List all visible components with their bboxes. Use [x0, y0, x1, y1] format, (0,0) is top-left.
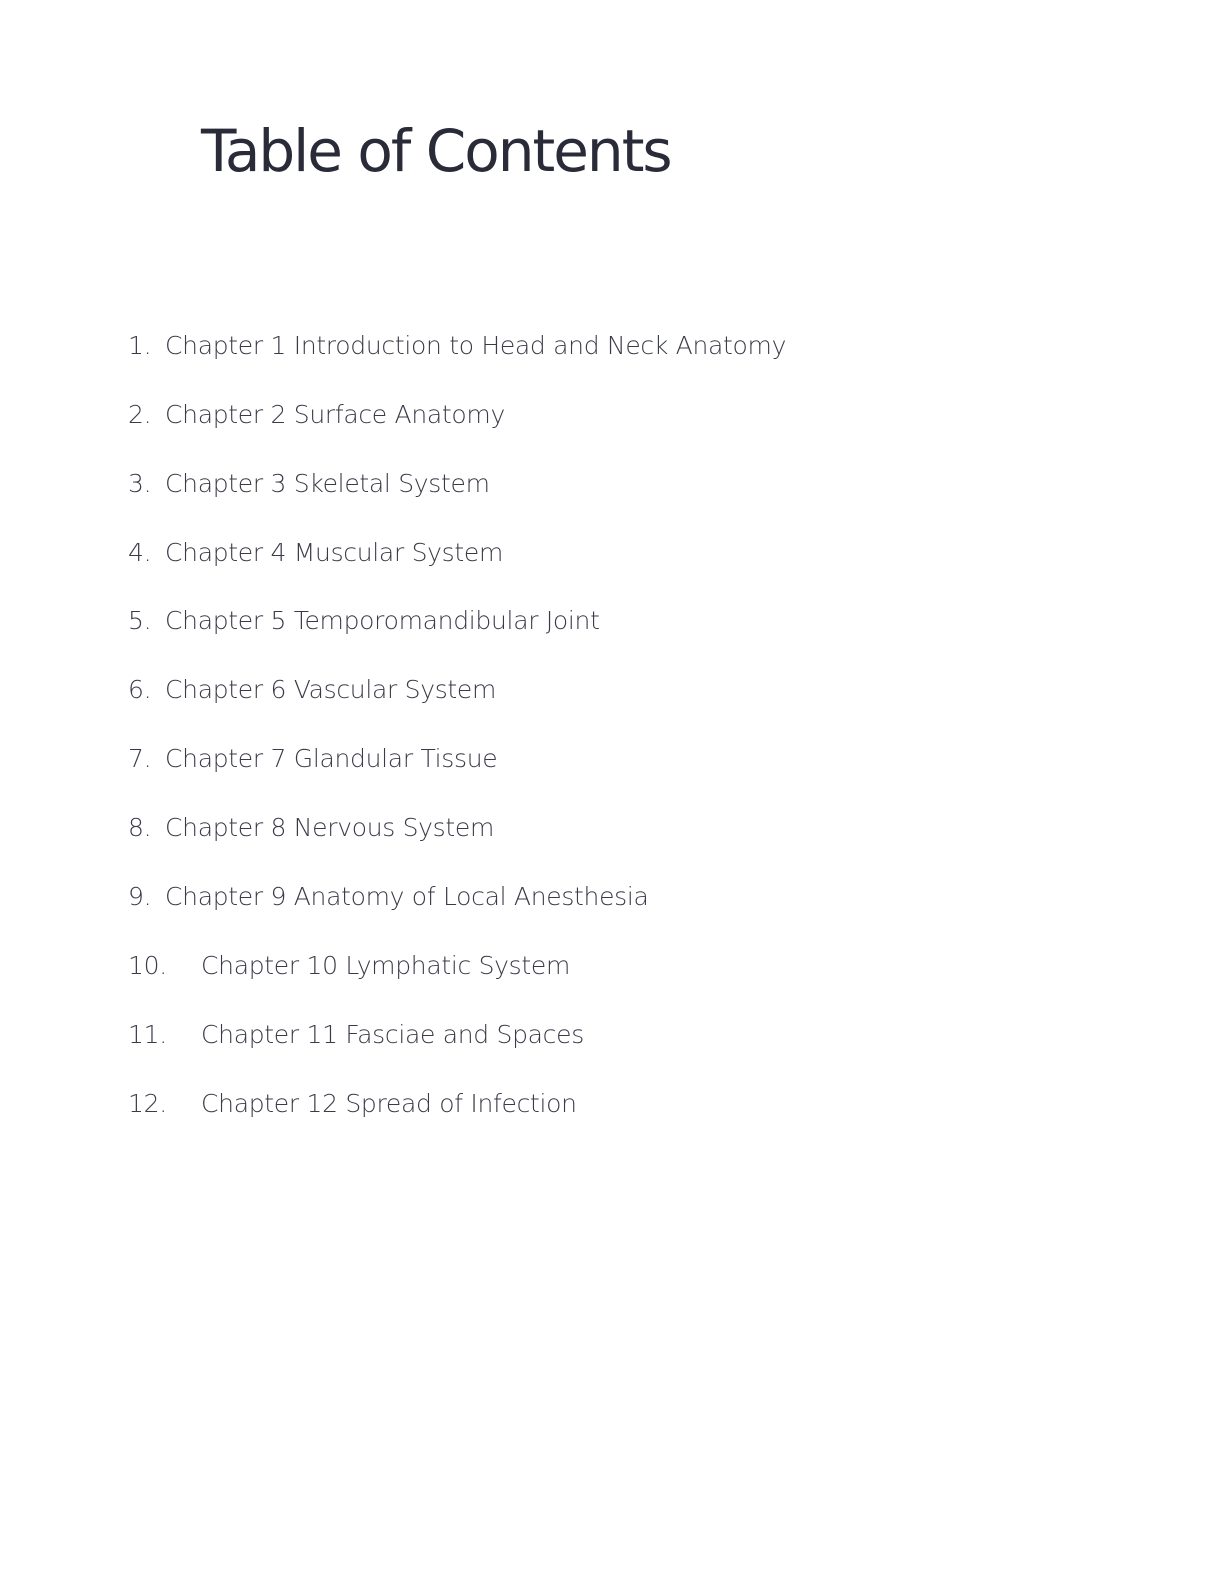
- toc-item-label[interactable]: Chapter 9 Anatomy of Local Anesthesia: [165, 882, 649, 911]
- toc-item[interactable]: [0, 533, 900, 573]
- toc-item-number: 8.: [128, 813, 152, 842]
- toc-item-number: 9.: [128, 882, 152, 911]
- toc-item-number: 6.: [128, 675, 152, 704]
- toc-item-number: 3.: [128, 469, 152, 498]
- toc-item[interactable]: [0, 601, 900, 641]
- toc-item[interactable]: [0, 946, 900, 986]
- toc-item[interactable]: [0, 395, 900, 435]
- toc-item[interactable]: [0, 877, 900, 917]
- toc-item[interactable]: [0, 1015, 900, 1055]
- toc-item[interactable]: [0, 808, 900, 848]
- toc-item-number: 5.: [128, 606, 152, 635]
- toc-item-label[interactable]: Chapter 5 Temporomandibular Joint: [165, 606, 600, 635]
- toc-item-label[interactable]: Chapter 3 Skeletal System: [165, 469, 490, 498]
- toc-item-number: 4.: [128, 538, 152, 567]
- toc-item[interactable]: [0, 670, 900, 710]
- toc-item[interactable]: [0, 739, 900, 779]
- toc-item-label[interactable]: Chapter 1 Introduction to Head and Neck Anatomy: [165, 331, 787, 360]
- toc-item-number: 10.: [128, 951, 167, 980]
- toc-item-number: 12.: [128, 1089, 167, 1118]
- toc-item-number: 2.: [128, 400, 152, 429]
- toc-item[interactable]: [0, 326, 900, 366]
- toc-item-label[interactable]: Chapter 10 Lymphatic System: [201, 951, 571, 980]
- toc-item-label[interactable]: Chapter 11 Fasciae and Spaces: [201, 1020, 584, 1049]
- toc-item-label[interactable]: Chapter 6 Vascular System: [165, 675, 497, 704]
- toc-item[interactable]: [0, 1084, 900, 1124]
- toc-item-number: 11.: [128, 1020, 167, 1049]
- toc-item[interactable]: [0, 464, 900, 504]
- toc-item-number: 7.: [128, 744, 152, 773]
- toc-item-label[interactable]: Chapter 2 Surface Anatomy: [165, 400, 505, 429]
- toc-item-label[interactable]: Chapter 12 Spread of Infection: [201, 1089, 577, 1118]
- toc-item-number: 1.: [128, 331, 152, 360]
- toc-item-label[interactable]: Chapter 4 Muscular System: [165, 538, 503, 567]
- page-title: Table of Contents: [201, 117, 671, 185]
- toc-item-label[interactable]: Chapter 7 Glandular Tissue: [165, 744, 498, 773]
- toc-item-label[interactable]: Chapter 8 Nervous System: [165, 813, 495, 842]
